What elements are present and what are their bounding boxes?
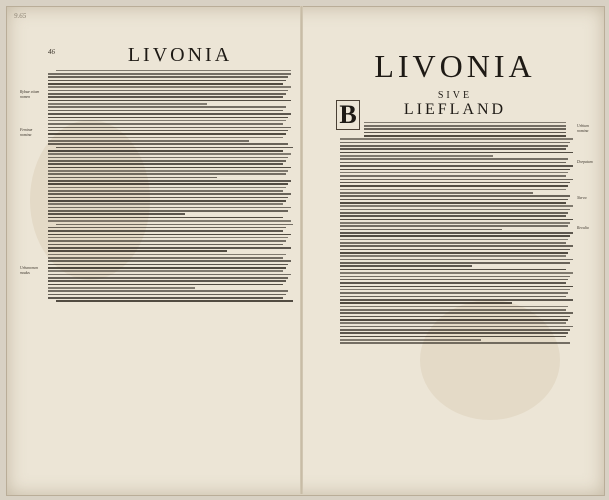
print-line	[340, 276, 570, 278]
print-line	[340, 336, 566, 338]
print-line	[48, 227, 286, 229]
subtitle-liefland: LIEFLAND	[403, 101, 507, 118]
print-line	[340, 212, 568, 214]
print-line	[48, 210, 288, 212]
right-body-text	[340, 120, 575, 460]
print-line	[364, 128, 566, 130]
print-line	[364, 135, 566, 137]
print-line	[340, 179, 573, 181]
print-line	[340, 326, 573, 328]
print-line	[48, 190, 283, 192]
print-line	[48, 143, 288, 145]
print-line	[340, 225, 568, 227]
print-line	[364, 132, 566, 134]
print-line	[340, 255, 566, 257]
print-line	[48, 73, 291, 75]
sidenote: Rybsæ etiam nomen	[20, 90, 40, 99]
print-line	[48, 140, 249, 142]
print-line	[48, 103, 207, 105]
print-line	[340, 192, 533, 194]
print-line	[340, 292, 568, 294]
print-line	[340, 215, 566, 217]
print-line	[340, 165, 573, 167]
print-line	[340, 249, 570, 251]
print-line	[48, 113, 291, 115]
print-line	[48, 153, 291, 155]
print-line	[340, 219, 573, 221]
print-line	[340, 182, 570, 184]
print-line	[48, 203, 283, 205]
print-line	[48, 117, 288, 119]
print-line	[48, 187, 286, 189]
print-line	[48, 213, 185, 215]
print-line	[340, 148, 566, 150]
print-line	[340, 162, 566, 164]
print-line	[340, 155, 493, 157]
print-line	[48, 290, 288, 292]
print-line	[48, 237, 288, 239]
print-line	[48, 163, 283, 165]
print-line	[48, 130, 288, 132]
print-line	[340, 316, 570, 318]
print-line	[48, 250, 227, 252]
print-line	[48, 197, 288, 199]
print-line	[340, 202, 566, 204]
sidenote: Revalia	[577, 226, 589, 230]
print-line	[340, 229, 502, 231]
print-line	[340, 296, 566, 298]
print-line	[340, 145, 568, 147]
print-line	[340, 279, 568, 281]
print-line	[48, 267, 286, 269]
print-line	[48, 240, 286, 242]
print-line	[48, 157, 288, 159]
print-line	[340, 262, 570, 264]
subtitle-sive: SIVE	[437, 90, 473, 101]
print-line	[340, 265, 472, 267]
print-line	[56, 147, 293, 149]
print-line	[340, 185, 568, 187]
print-line	[340, 329, 570, 331]
print-line	[340, 302, 512, 304]
print-line	[48, 234, 291, 236]
page-number: 46	[48, 48, 55, 56]
print-line	[48, 93, 286, 95]
print-line	[56, 224, 293, 226]
print-line	[340, 138, 573, 140]
print-line	[48, 287, 195, 289]
print-line	[48, 127, 291, 129]
print-line	[340, 242, 566, 244]
print-line	[340, 286, 573, 288]
print-line	[340, 272, 573, 274]
print-line	[48, 80, 286, 82]
print-line	[340, 252, 568, 254]
print-line	[340, 332, 568, 334]
print-line	[364, 125, 566, 127]
print-line	[340, 152, 573, 154]
print-line	[48, 277, 288, 279]
print-line	[48, 123, 283, 125]
print-line	[48, 207, 291, 209]
print-line	[48, 193, 291, 195]
print-line	[340, 259, 573, 261]
print-line	[340, 172, 568, 174]
print-line	[48, 284, 283, 286]
print-line	[48, 254, 286, 256]
print-line	[48, 247, 291, 249]
print-line	[48, 180, 291, 182]
print-line	[340, 142, 570, 144]
print-line	[48, 76, 288, 78]
center-fold	[300, 6, 303, 494]
print-line	[340, 342, 570, 344]
pencil-annotation: 9.65	[14, 12, 27, 20]
print-line	[48, 294, 286, 296]
print-line	[48, 274, 291, 276]
right-page-title: LIVONIA	[374, 48, 536, 84]
print-line	[340, 222, 570, 224]
print-line	[48, 280, 286, 282]
print-line	[340, 189, 566, 191]
print-line	[48, 160, 286, 162]
print-line	[340, 205, 573, 207]
print-line	[48, 167, 291, 169]
print-line	[48, 90, 288, 92]
print-line	[48, 257, 283, 259]
left-body-text	[48, 68, 293, 420]
print-line	[340, 199, 568, 201]
print-line	[340, 319, 568, 321]
print-line	[340, 282, 566, 284]
print-line	[340, 158, 568, 160]
print-line	[48, 100, 291, 102]
print-line	[56, 300, 293, 302]
sidenote: Urbanorum modus	[20, 266, 38, 275]
print-line	[48, 86, 291, 88]
sidenote: Narva	[577, 196, 587, 200]
print-line	[48, 137, 283, 139]
print-line	[340, 169, 570, 171]
sidenote: Feminæ nomina	[20, 128, 33, 137]
print-line	[48, 106, 286, 108]
sidenote: Urbium nomina	[577, 124, 589, 133]
print-line	[340, 299, 573, 301]
left-page-title: LIVONIA	[127, 44, 233, 66]
print-line	[48, 220, 291, 222]
print-line	[48, 83, 283, 85]
print-line	[48, 244, 283, 246]
print-line	[48, 270, 283, 272]
print-line	[340, 312, 573, 314]
print-line	[340, 339, 481, 341]
print-line	[340, 269, 566, 271]
print-line	[340, 235, 570, 237]
print-line	[340, 289, 570, 291]
print-line	[340, 239, 568, 241]
print-line	[340, 306, 568, 308]
print-line	[340, 322, 566, 324]
print-line	[48, 217, 283, 219]
print-line	[48, 297, 283, 299]
decorated-initial-icon: B	[336, 100, 360, 130]
print-line	[48, 150, 283, 152]
print-line	[48, 177, 217, 179]
print-line	[48, 110, 283, 112]
print-line	[48, 260, 291, 262]
print-line	[56, 70, 291, 72]
print-line	[340, 232, 573, 234]
print-line	[48, 230, 283, 232]
print-line	[48, 264, 288, 266]
print-line	[340, 195, 570, 197]
print-line	[48, 133, 286, 135]
print-line	[340, 309, 566, 311]
sidenote: Dorpatum	[577, 160, 593, 164]
print-line	[48, 170, 288, 172]
print-line	[48, 96, 283, 98]
print-line	[48, 200, 286, 202]
print-line	[48, 120, 286, 122]
print-line	[340, 209, 570, 211]
print-line	[48, 173, 286, 175]
print-line	[340, 245, 573, 247]
print-line	[364, 122, 566, 124]
print-line	[48, 183, 288, 185]
print-line	[340, 175, 566, 177]
